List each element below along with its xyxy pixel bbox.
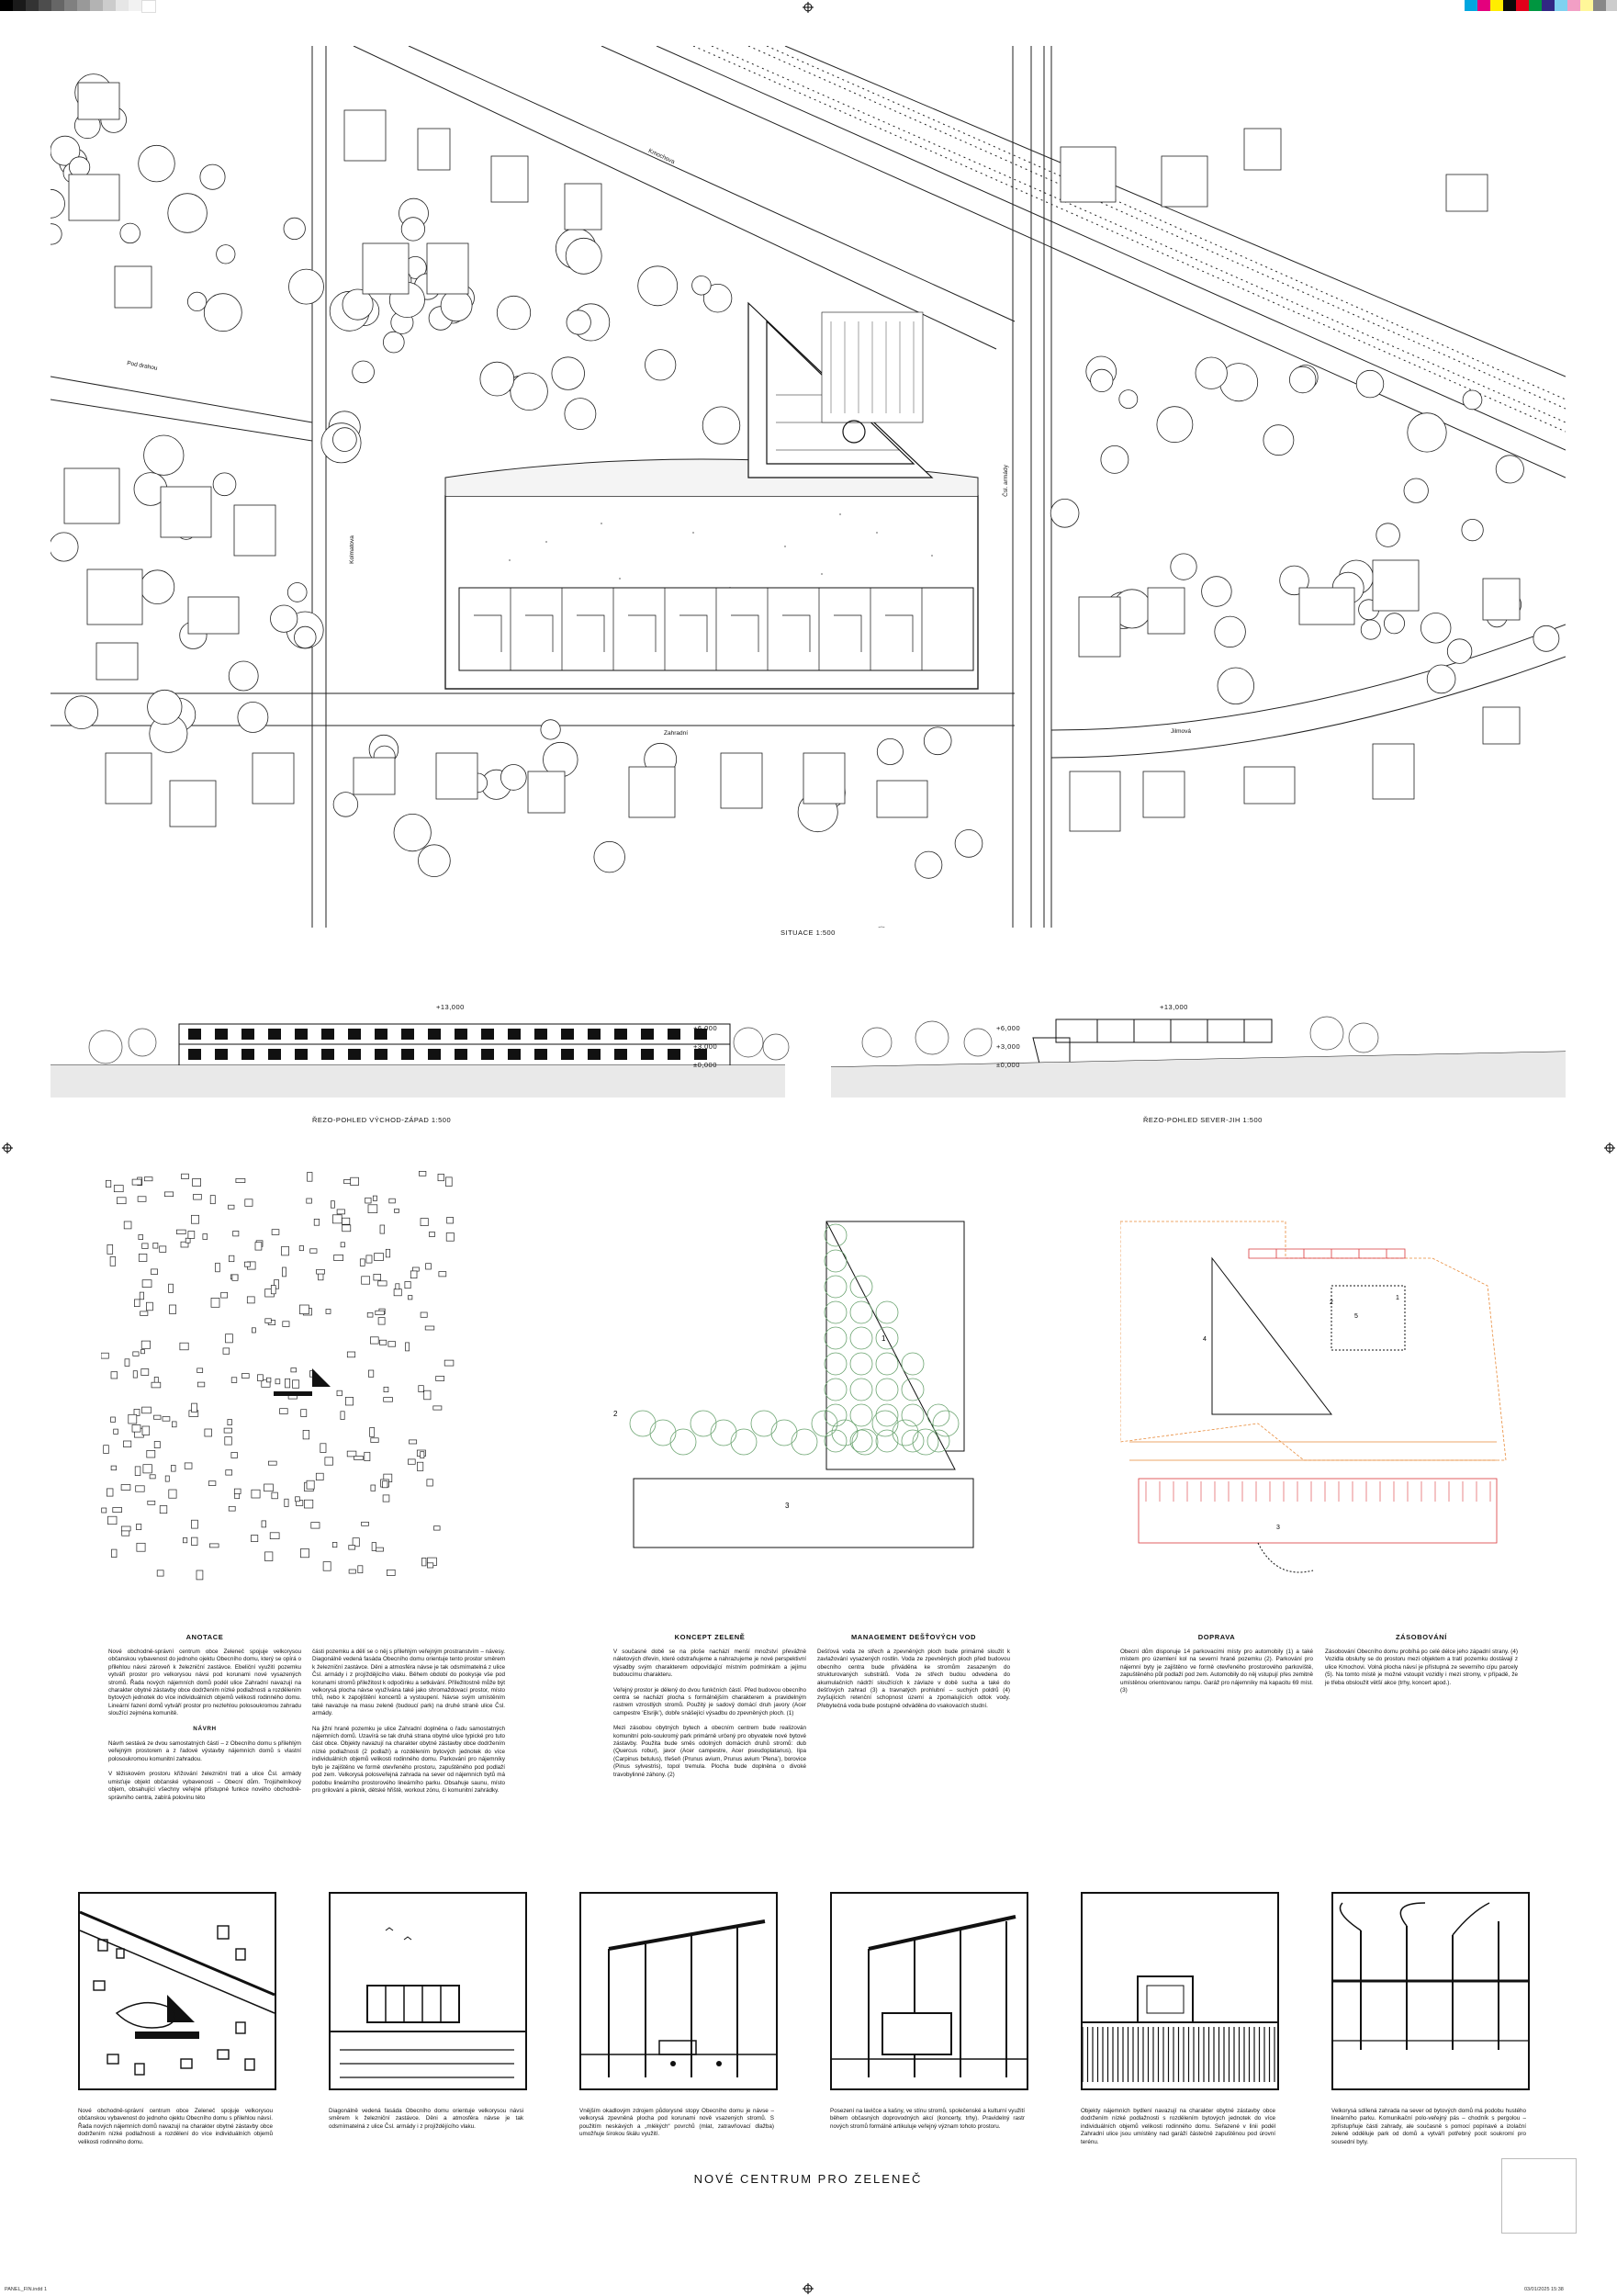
section-ns-caption: ŘEZO-POHLED SEVER-JIH 1:500 [1143, 1116, 1263, 1124]
navrh-title: NÁVRH [193, 1725, 217, 1732]
sketch-panel-5 [1081, 1892, 1279, 2090]
zasobovani-title: ZÁSOBOVÁNÍ [1395, 1633, 1447, 1641]
section-ns-level-top: +13,000 [1160, 1003, 1188, 1011]
registration-mark-right [1604, 1142, 1615, 1154]
section-ns-level-3: +3,000 [996, 1042, 1021, 1051]
site-plan-caption: SITUACE 1:500 [780, 929, 836, 937]
street-label-pod-drahou: Pod drahou [126, 360, 158, 372]
doprava-text: Obecní dům disponuje 14 parkovacími místy pro automobily (1) a také místem pro územlení kol na severní hraně pozemku (2). Parkování pro nájemní byty je zajištěno ve formě otevřeného prostorového parkoviště, zapuštěného půl podlaží pod zem. Automobily do něj vstupují přes zemitně umístěnou orientovanou rampu. Garáž pro nájemníky má kapacitu 69 míst. (3) [1120, 1649, 1313, 1694]
sketch-market-scene [832, 1894, 1027, 2088]
section-ew-level-2: +6,000 [693, 1024, 718, 1032]
street-label-jilmova: Jilmová [1171, 728, 1192, 735]
traffic-marker-3: 3 [1276, 1525, 1280, 1531]
section-ns-level-2: +6,000 [996, 1024, 1021, 1032]
green-concept-diagram [606, 1212, 992, 1561]
doprava-column [1120, 1649, 1313, 1702]
green-marker-1: 1 [881, 1334, 886, 1343]
street-label-csl-armady: Čsl. armády [1002, 465, 1009, 497]
management-vod-title: MANAGEMENT DEŠŤOVÝCH VOD [850, 1633, 977, 1641]
section-ew-caption: ŘEZO-POHLED VÝCHOD-ZÁPAD 1:500 [312, 1116, 452, 1124]
navrh-text-c: části pozemku a dělí se o něj s přilehlým veřejným prostranstvím – návesy. Diagonálně vedená fasáda Obecního domu orientuje tento prostor směrem k železniční zastávce. Děni a atmosféra návse je tak odsmímatelná z ulice Čsl. armády i z projíždějícího vlaku. Během období do pookysje vše pod korunami stromů přiležitost k odpočinku a setkávání. Příležitostně může být velkorysá plocha návse využívána také jako shromaždovací prostor, místo trhů, nebo k zapojištění koncertů a vystoupení. Návse svým umístěním také navazuje na masu zeleně (budoucí park) na druhé straně ulice Čsl. armády. [312, 1649, 505, 1717]
anotace-text: Nové obchodně-správní centrum obce Zeleneč spojuje velkorysou občanskou vybavenost do jednoho ojektu Obecního domu, který se opírá o přilehlou návsi zároveň k železniční zastávce. Ebeliční využití pozemku vytváří prostor pro velkorysou návsi pod korunami nové vysazených stromů. Řada nových nájemních domů podél ulice Zahradní navazují na charakter obytné zástavby obce dodržením nízké podlažnosti a rozdělením bytových jednotek do více individuálních objemů velikosti rodinného domu. Lineární řazení domů vytváří prostor pro nezlehlou polosoukromou zahradu sloužící zejména komunitě. [108, 1649, 302, 1717]
management-vod-text: Dešťová voda ze střech a zpevněných ploch bude primárně sloužit k zavlažování vysazených rostlin. Voda ze zpevněných ploch před budovou obecního centra bude přiváděna ke stromům zasazeným do strukturovaných substrátů. Voda ze střech budou odvedena do akumulačních nádrží sloužících k závlaze v době sucha a také do dešťových zahrad (3) a travnatých prohlubní – suchých poldrů (4) zvyšujících retenční schopnost území a zpomalujících odtok vody. Přebytečná voda bude postupně odváděna do vsakovacích studní. [817, 1649, 1010, 1709]
traffic-marker-2: 2 [1330, 1300, 1333, 1306]
traffic-marker-4: 4 [1203, 1336, 1207, 1343]
sketch-panel-4 [830, 1892, 1028, 2090]
management-vod-column [817, 1649, 1010, 1717]
sketch-caption-2: Diagonálně vedená fasáda Obecního domu orientuje velkorysou návsi směrem k železniční zastávce. Děni a atmosféra návse je tak odsmímatelná z ulice Čsl. armády i z projíždějícího vlaku. [329, 2108, 523, 2130]
green-marker-2: 2 [613, 1410, 618, 1418]
traffic-diagram [1120, 1212, 1524, 1589]
sketch-panel-6 [1331, 1892, 1530, 2090]
section-ew-level-3: +3,000 [693, 1042, 718, 1051]
koncept-zelene-title: KONCEPT ZELENĚ [674, 1633, 746, 1641]
anotace-title: ANOTACE [185, 1633, 224, 1641]
sketch-panel-2 [329, 1892, 527, 2090]
sketch-caption-1: Nové obchodně-správní centrum obce Zeleneč spojuje velkorysou občanskou vybavenost do jednoho ojektu Obecního domu s přilehlou návsí. Řada nových nájemních domů navazují na charakter obytné zástavby obce dodržením nízké podlažnosti a rozdělení do více individuálních objemů velikosti rodinného domu. [78, 2108, 273, 2145]
sketch-linear-park [1333, 1894, 1528, 2088]
registration-mark-bottom [803, 2283, 814, 2294]
navrh-text-d: Na jižní hraně pozemku je ulice Zahradní doplněna o řadu samostatných nájemních domů. Uzavírá se tak druhá strana obytné ulice typické pro tuto část obce. Objekty navazují na charakter obytné zástavby obce dodržením nízké podlažnosti (2 podlaží) a rozdělením bytových jednotek do více individuálních objemů velikosti rodinného domu. Parkování pro nájemníky bylo je zajištěno ve formě otevřeného prostoru, zapuštěného pod podlaží pod zem. Velkorysá polosveřejná zahrada na sever od nájemních bytů má podobu lineárního prostorového lineárního parku. Obsahuje saunu, místo pro grilování a piknik, dětské hřiště, workout zónu, či komunitní zahrádky. [312, 1725, 505, 1794]
navrh-text-b: V těžiskovém prostoru křižování železniční trati a ulice Čsl. armády umisťuje objekt občanské vybavenosti – Obecní dům. Trojúhelníkový objem, obsahující všechny veřejné přístupné funkce nového obchodně-správního centra, zabírá polovinu této [108, 1771, 301, 1801]
sketch-panel-1 [78, 1892, 276, 2090]
sketch-plaza-trees [581, 1894, 776, 2088]
koncept-text-b: Veřejný prostor je dělený do dvou funkčních částí. Před budovou obecního centra se nachází plocha s formálnějším charakterem a pravidelným rastrem vzrostlých stromů. Použitý je sadový domácí druh javory (Acer campestre ‘Elsrijk’), dobře snášející výsadbu do zpevněných ploch. (1) [613, 1686, 806, 1716]
navrh-column-2 [312, 1649, 505, 1802]
street-label-kmochova: Kmochova [646, 147, 676, 166]
color-calibration-strip [1465, 0, 1617, 11]
street-label-zahradni: Zahradní [664, 730, 689, 737]
footer-file-name: PANEL_FIN.indd 1 [5, 2287, 48, 2292]
sketch-caption-6: Velkorysá sdílená zahrada na sever od bytových domů má podobu hustého lineárního parku. Komunikační polo-veřejný pás – chodník s pergolou – zpřístupňuje části zahrady, ale současně s pomocí popínavé a izolační zeleně odděluje park od domů a vytváří potřebný pocit soukromí pro sousední byty. [1331, 2108, 1526, 2145]
registration-mark-top [803, 2, 814, 13]
sketch-housing-row [1083, 1894, 1277, 2088]
traffic-marker-5: 5 [1354, 1313, 1358, 1320]
page-title: NOVÉ CENTRUM PRO ZELENEČ [693, 2172, 923, 2186]
registration-mark-left [2, 1142, 13, 1154]
sketch-caption-4: Posezení na lavičce a kašny, ve stínu stromů, společenské a kulturní využití během občasných doprovodných akcí (koncerty, trhy). Pravidelný rastr nových stromů formálně artikuluje veřejný význam tohoto prostoru. [830, 2108, 1025, 2130]
doprava-title: DOPRAVA [1197, 1633, 1236, 1641]
navrh-text-a: Návrh sestává ze dvou samostatných částí – z Obecního domu s přilehlým veřejným prostorem a z řadové výstavby nájemních domů s vlastní polosoukromou komunitní zahradou. [108, 1740, 301, 1762]
sketch-site-overview [80, 1894, 275, 2088]
section-ew-level-top: +13,000 [436, 1003, 465, 1011]
urban-context-diagram [101, 1171, 468, 1593]
section-ew-level-4: ±0,000 [693, 1061, 717, 1069]
sketch-facade-view [331, 1894, 525, 2088]
zasobovani-text: Zásobování Obecního domu probíhá po celé délce jeho západní strany. (4) Vozidla obsluhy se do prostoru mezi objektem a tratí pozemku dostávají z ulice Kmochovi. Volná plocha návsí je přístupná ze severního cípu parcely (5). Na tomto místě je možné vstoupit vozidly i mezi stromy, v případě, že je třeba obsloužit větší akce (trhy, koncert apod.). [1325, 1649, 1518, 1686]
footer-timestamp: 03/01/2025 15:38 [1524, 2287, 1564, 2292]
koncept-text-c: Mezi zásobou obytných bytech a obecním centrem bude realizován komunitní polo-soukromý park primárně určený pro obyvatele nové bytové zástavby. Použita bude směs odolných domácích druhů stromů: dub (Quercus robur), javor (Acer campestre, Acer pseudoplatanus), lípa (Carpinus betulus), třešeň (Prunus avium, Prunus avium ‘Plena’), borovice (Pinus sylvestris), topol tremula. Plocha bude doplněna o divoké travobylinné záhony. (2) [613, 1725, 806, 1778]
sketch-panel-3 [579, 1892, 778, 2090]
koncept-text-a: V současné době se na ploše nachází menší množství převážně náletových dřevin, které odstraňujeme a nahrazujeme je nové perspektivní výsadby svým charakterem odpovídající místním podmínkám a jejímu budoucímu charakteru. [613, 1649, 806, 1679]
green-marker-3: 3 [785, 1502, 790, 1510]
traffic-marker-1: 1 [1396, 1295, 1399, 1301]
sections-drawing [51, 1001, 1566, 1102]
section-ns-level-4: ±0,000 [996, 1061, 1020, 1069]
zasobovani-column [1325, 1649, 1518, 1694]
sketch-caption-5: Objekty nájemních bydlení navazují na charakter obytné zástavby obce dodržením nízké podlažnosti s rozdělením bytových jednotek do více individuálních objemů velikosti rodinného domu. Seřazené v linii podél Zahradní ulice jsou umístěny nad garáží částečně zapuštěnou pod úrovní terénu. [1081, 2108, 1275, 2145]
koncept-zelene-column [613, 1649, 806, 1786]
grayscale-calibration-strip [0, 0, 156, 11]
street-label-kolmatova: Kolmatova [348, 535, 355, 564]
sketch-caption-3: Vnějším okadlovým zdrojem půdorysné stopy Obecního domu je návse – velkorysá zpevněná plocha pod korunami nově vsazených stromů. S použitím neskávých a „mlékých“ povrchů (mlat, zatravňovací dlažba) umožňuje širokou škálu využití. [579, 2108, 774, 2138]
site-plan-drawing [51, 46, 1566, 928]
panel-number-box [1501, 2158, 1577, 2234]
anotace-column [108, 1649, 301, 1809]
